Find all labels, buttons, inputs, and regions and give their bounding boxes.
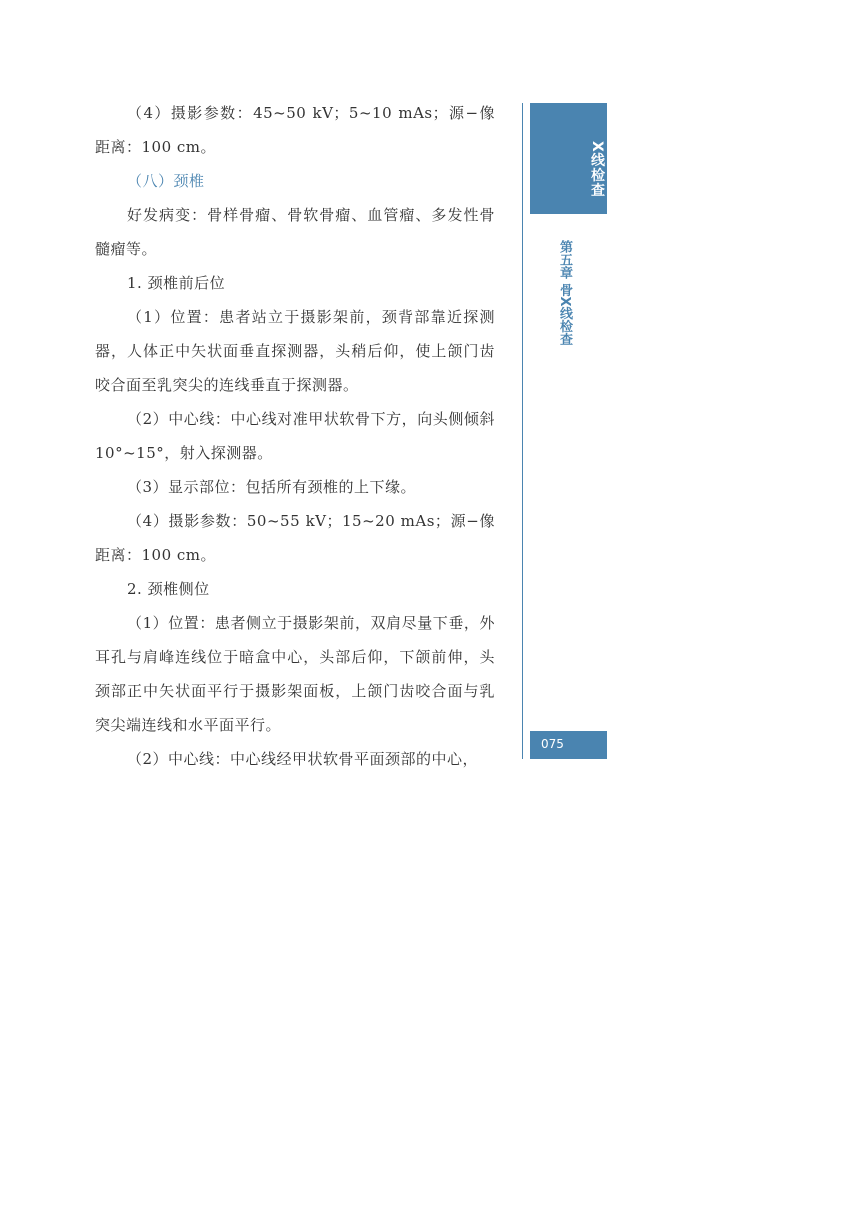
paragraph: 好发病变：骨样骨瘤、骨软骨瘤、血管瘤、多发性骨髓瘤等。 (95, 206, 495, 258)
paragraph: （4）摄影参数：45~50 kV；5~10 mAs；源−像距离：100 cm。 (95, 104, 495, 156)
chapter-tab (530, 103, 607, 214)
page-number: 075 (541, 737, 564, 751)
paragraph: （2）中心线：中心线经甲状软骨平面颈部的中心， (127, 750, 479, 768)
section-heading: （八）颈椎 (127, 172, 205, 190)
paragraph: （4）摄影参数：50~55 kV；15~20 mAs；源−像距离：100 cm。 (95, 512, 495, 564)
body-text (95, 96, 495, 776)
page-number-box (530, 731, 607, 759)
paragraph: （2）中心线：中心线对准甲状软骨下方，向头侧倾斜10°~15°，射入探测器。 (95, 410, 495, 462)
paragraph: 1. 颈椎前后位 (127, 274, 226, 292)
paragraph: （1）位置：患者站立于摄影架前，颈背部靠近探测器，人体正中矢状面垂直探测器，头稍后仰，使上颌门齿咬合面至乳突尖的连线垂直于探测器。 (95, 308, 495, 394)
paragraph: 2. 颈椎侧位 (127, 580, 210, 598)
chapter-title: 第五章 骨X线检查 (557, 240, 572, 346)
chapter-tab-label: X线检查 (589, 140, 605, 198)
paragraph: （1）位置：患者侧立于摄影架前，双肩尽量下垂，外耳孔与肩峰连线位于暗盒中心，头部后仰，下颌前伸，头颈部正中矢状面平行于摄影架面板，上颌门齿咬合面与乳突尖端连线和水平面平行。 (95, 614, 495, 734)
paragraph: （3）显示部位：包括所有颈椎的上下缘。 (127, 478, 417, 496)
sidebar-divider (522, 103, 523, 759)
